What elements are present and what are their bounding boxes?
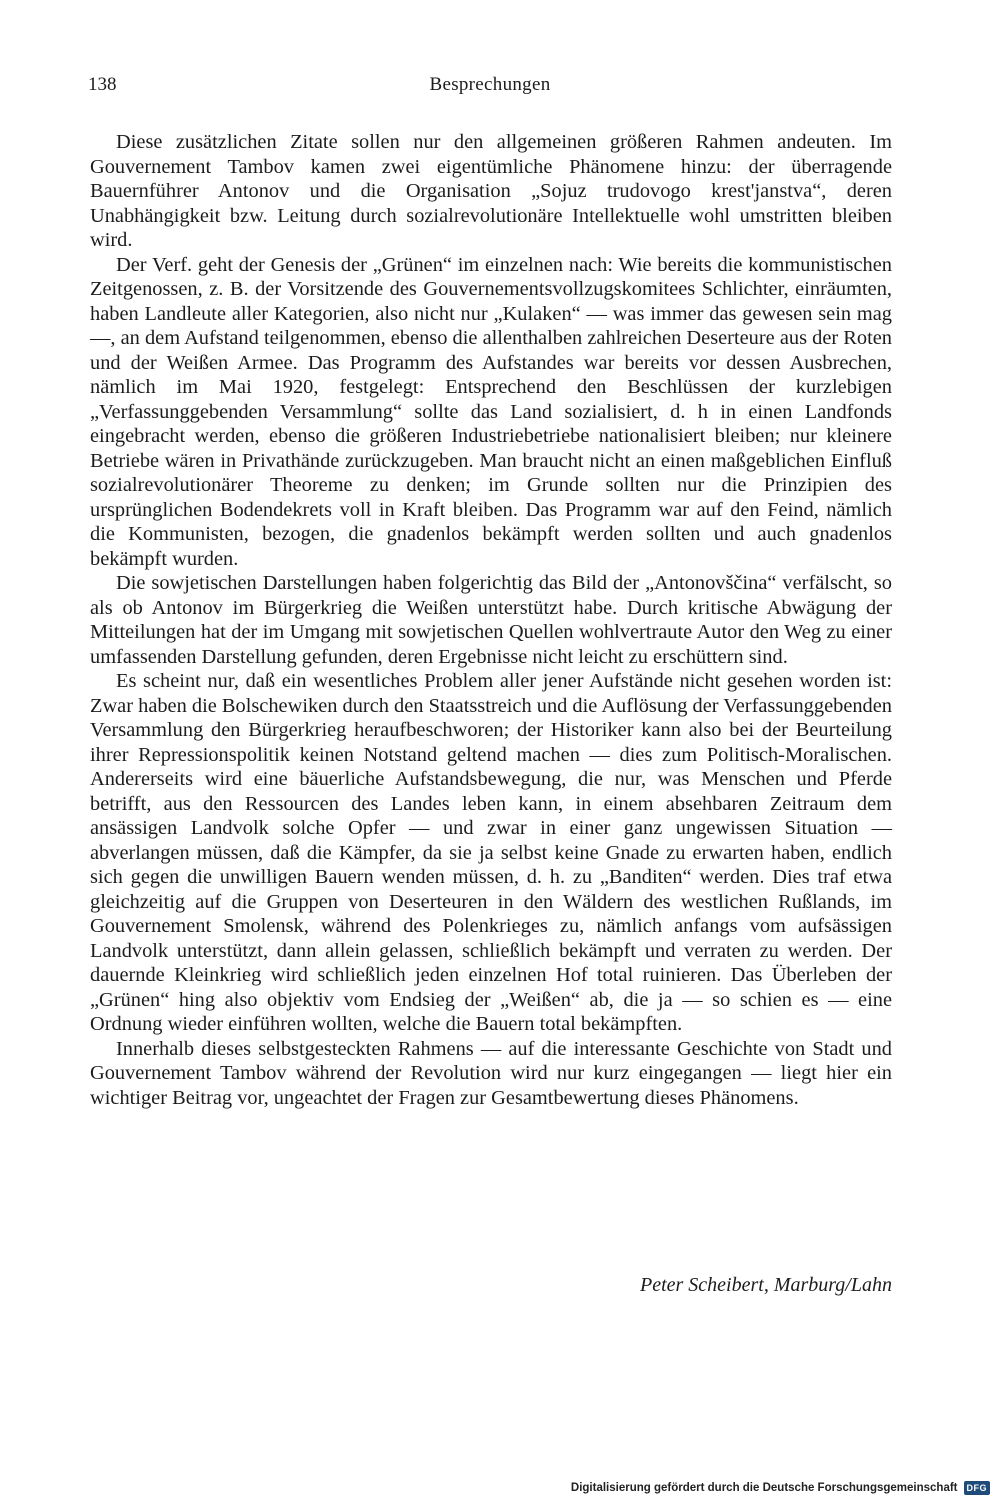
dfg-logo-icon: DFG	[964, 1481, 991, 1495]
running-head: Besprechungen	[429, 74, 551, 95]
digitization-footer	[571, 1481, 990, 1495]
paragraph: Es scheint nur, daß ein wesentliches Problem aller jener Aufstände nicht gesehen worden ist: Zwar haben die Bolschewiken durch den Staatsstreich und die Auflösung der Verfassunggebenden Versammlung den Bürgerkrieg heraufbeschworen; der Historiker kann also bei der Beurteilung ihrer Repressionspolitik keinen Notstand geltend machen — dies zum Politisch-Moralischen. Andererseits wird eine bäuerliche Aufstandsbewegung, die nur, was Menschen und Pferde betrifft, aus den Ressourcen des Landes leben kann, in einem absehbaren Zeitraum dem ansässigen Landvolk solche Opfer — und zwar in einer ganz ungewissen Situation — abverlangen müssen, daß die Kämpfer, da sie ja selbst keine Gnade zu erwarten haben, endlich sich gegen die unwilligen Bauern wenden müssen, d. h. zu „Banditen“ werden. Dies traf etwa gleichzeitig auf die Gruppen von Deserteuren in den Wäldern des westlichen Rußlands, im Gouvernement Smolensk, während des Polenkrieges zu, nämlich anfangs vom aufsässigen Landvolk unterstützt, dann allein gelassen, schließlich bekämpft und verraten zu werden. Der dauernde Kleinkrieg wird schließlich jeden einzelnen Hof total ruinieren. Das Überleben der „Grünen“ hing also objektiv vom Endsieg der „Weißen“ ab, die ja — so schien es — eine Ordnung wieder einführen wollten, welche die Bauern total bekämpften.	[90, 670, 893, 1035]
digitization-credit: Digitalisierung gefördert durch die Deutsche Forschungsgemeinschaft	[570, 1482, 958, 1494]
paragraph: Der Verf. geht der Genesis der „Grünen“ im einzelnen nach: Wie bereits die kommunistischen Zeitgenossen, z. B. der Vorsitzende des Gouvernementsvollzugskomitees Schlichter, einräumten, haben Landleute aller Kategorien, also nicht nur „Kulaken“ — was immer das gewesen sein mag —, an dem Aufstand teilgenommen, ebenso die allenthalben zahlreichen Deserteure aus der Roten und der Weißen Armee. Das Programm des Aufstandes war bereits vor dessen Ausbrechen, nämlich im Mai 1920, festgelegt: Entsprechend den Beschlüssen der kurzlebigen „Verfassunggebenden Versammlung“ sollte das Land sozialisiert, d. h in einen Landfonds eingebracht werden, ebenso die größeren Industriebetriebe nationalisiert bleiben; nur kleinere Betriebe wären in Privathände zurückzugeben. Man braucht nicht an einen maßgeblichen Einfluß sozialrevolutionärer Theoreme zu denken; im Grunde sollten nur die Prinzipien des ursprünglichen Bodendekrets voll in Kraft bleiben. Das Programm war auf den Feind, nämlich die Kommunisten, bezogen, die gnadenlos bekämpft werden sollten und auch gnadenlos bekämpft wurden.	[90, 253, 892, 570]
review-body	[90, 130, 892, 1110]
paragraph: Innerhalb dieses selbstgesteckten Rahmens — auf die interessante Geschichte von Stadt und Gouvernement Tambov während der Revolution wird nur kurz eingegangen — liegt hier ein wichtiger Beitrag vor, ungeachtet der Fragen zur Gesamtbewertung dieses Phänomens.	[90, 1037, 892, 1109]
paragraph: Die sowjetischen Darstellungen haben folgerichtig das Bild der „Antonovščina“ verfälscht, so als ob Antonov im Bürgerkrieg die Weißen unterstützt habe. Durch kritische Abwägung der Mitteilungen hat der im Umgang mit sowjetischen Quellen wohlvertraute Autor den Weg zu einer umfassenden Darstellung gefunden, deren Ergebnisse nicht leicht zu erschüttern sind.	[90, 572, 892, 668]
page-header	[88, 74, 892, 104]
page-number: 138	[88, 74, 117, 95]
paragraph: Diese zusätzlichen Zitate sollen nur den allgemeinen größeren Rahmen andeuten. Im Gouvernement Tambov kamen zwei eigentümliche Phänomene hinzu: der überragende Bauernführer Antonov und die Organisation „Sojuz trudovogo krest'janstva“, deren Unabhängigkeit bzw. Leitung durch sozialrevolutionäre Intellektuelle wohl umstritten bleiben wird.	[90, 131, 892, 251]
author-signature: Peter Scheibert, Marburg/Lahn	[639, 1274, 892, 1296]
